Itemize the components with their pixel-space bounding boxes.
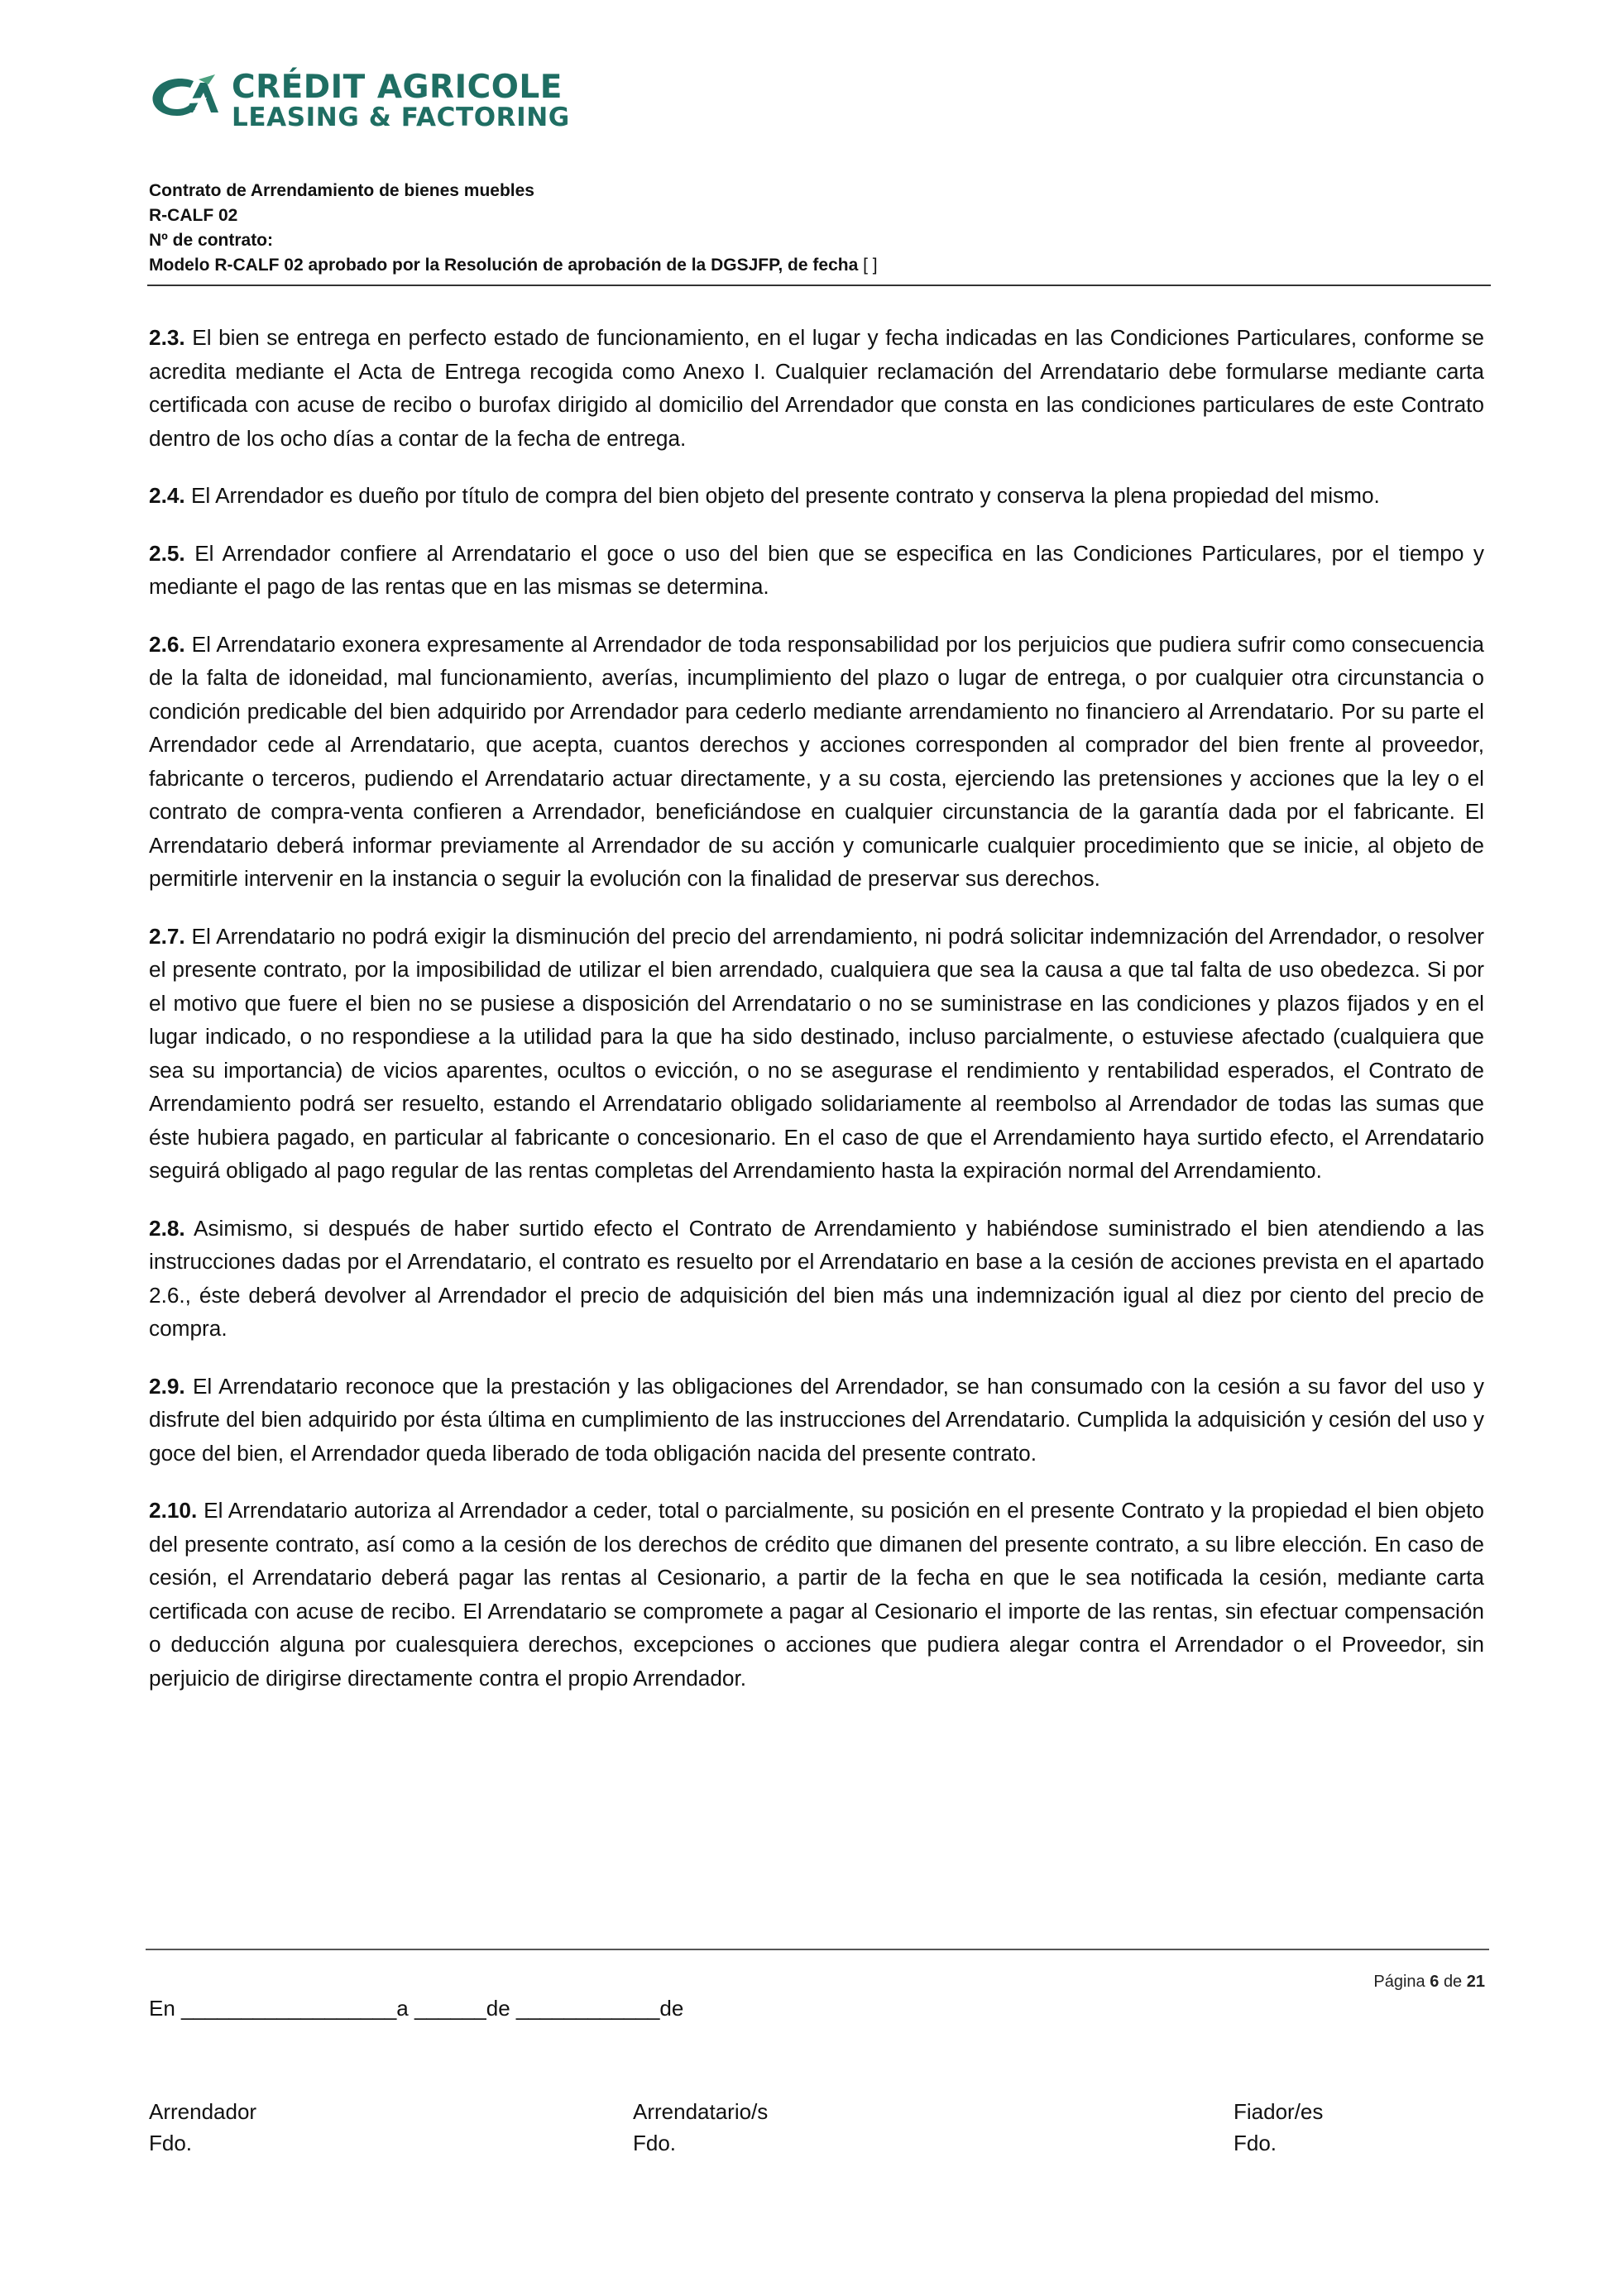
signature-lessee xyxy=(633,2096,768,2159)
clause-text: El Arrendatario no podrá exigir la disminución del precio del arrendamiento, ni podrá solicitar indemnización del Arrendador, o resolver el presente contrato, por la imposibilidad de utilizar el bien arrendado, cualquiera que sea la causa a que tal falta de uso obedezca. Si por el motivo que fuere el bien no se pusiese a disposición del Arrendatario o no se suministrase en las condiciones y plazos fijados y en el lugar indicado, o no respondiese a la utilidad para la que ha sido destinado, incluso parcialmente, o estuviese afectado (cualquiera que sea su importancia) de vicios aparentes, ocultos o evicción, o no se asegurase el rendimiento y rentabilidad esperados, el Contrato de Arrendamiento podrá ser resuelto, estando el Arrendatario obligado solidariamente al reembolso al Arrendador de todas las sumas que éste hubiera pagado, en particular al fabricante o concesionario. En el caso de que el Arrendamiento haya surtido efecto, el Arrendatario seguirá obligado al pago regular de las rentas completas del Arrendamiento hasta la expiración normal del Arrendamiento. xyxy=(149,923,1484,1183)
clause-2-8 xyxy=(149,1212,1484,1346)
clause-text: El bien se entrega en perfecto estado de funcionamiento, en el lugar y fecha indicadas en las Condiciones Particulares, conforme se acredita mediante el Acta de Entrega recogida como Anexo I. Cualquier reclamación del Arrendatario debe formularse mediante carta certificada con acuse de recibo o burofax dirigido al domicilio del Arrendador que consta en las condiciones particulares de este Contrato dentro de los ocho días a contar de la fecha de entrega. xyxy=(149,325,1484,451)
document-header xyxy=(149,179,1489,278)
clause-number: 2.3. xyxy=(149,325,185,350)
signature-role: Arrendatario/s xyxy=(633,2099,769,2124)
clause-2-9 xyxy=(149,1370,1484,1471)
contract-number-label: Nº de contrato: xyxy=(149,231,274,250)
company-logo xyxy=(149,69,612,136)
model-approval-line xyxy=(149,253,1489,278)
clause-number: 2.5. xyxy=(149,540,185,566)
footer-divider xyxy=(146,1949,1489,1950)
clause-number: 2.4. xyxy=(149,483,185,508)
page-label: Página xyxy=(1373,1973,1425,1991)
document-code: R-CALF 02 xyxy=(149,206,238,225)
signature-guarantor xyxy=(1234,2096,1323,2159)
brand-subname: LEASING & FACTORING xyxy=(232,103,570,132)
clause-2-6 xyxy=(149,628,1484,896)
page-number xyxy=(1373,1973,1485,1992)
page-total: 21 xyxy=(1466,1973,1485,1991)
clause-number: 2.10. xyxy=(149,1498,198,1523)
signature-role: Fiador/es xyxy=(1234,2099,1324,2124)
signature-role: Arrendador xyxy=(149,2099,257,2124)
clause-text: El Arrendador es dueño por título de compra del bien objeto del presente contrato y conserva la plena propiedad del mismo. xyxy=(190,483,1380,508)
header-divider xyxy=(147,285,1491,286)
place-date-line: En __________________a ______de ____________de xyxy=(149,1996,684,2021)
contract-body xyxy=(149,321,1484,1719)
clause-2-4 xyxy=(149,479,1484,513)
clause-text: El Arrendatario reconoce que la prestación y las obligaciones del Arrendador, se han consumado con la cesión a su favor del uso y disfrute del bien adquirido por ésta última en cumplimiento de las instrucciones del Arrendatario. Cumplida la adquisición y cesión del uso y goce del bien, el Arrendador queda liberado de toda obligación nacida del presente contrato. xyxy=(149,1373,1484,1466)
clause-text: El Arrendatario exonera expresamente al Arrendador de toda responsabilidad por los perjuicios que pudiera sufrir como consecuencia de la falta de idoneidad, mal funcionamiento, averías, incumplimiento del plazo o lugar de entrega, o por cualquier otra circunstancia o condición predicable del bien adquirido por Arrendador para cederlo mediante arrendamiento no financiero al Arrendatario. Por su parte el Arrendador cede al Arrendatario, que acepta, cuantos derechos y acciones corresponden al comprador del bien frente al proveedor, fabricante o terceros, pudiendo el Arrendatario actuar directamente, y a su costa, ejerciendo las pretensiones y acciones que la ley o el contrato de compra-venta confieren a Arrendador, beneficiándose en cualquier circunstancia de la garantía dada por el fabricante. El Arrendatario deberá informar previamente al Arrendador de su acción y comunicarle cualquier procedimiento que se inicie, al objeto de permitirle intervenir en la instancia o seguir la evolución con la finalidad de preservar sus derechos. xyxy=(149,631,1484,891)
signature-signed: Fdo. xyxy=(1234,2131,1277,2155)
page-of: de xyxy=(1443,1973,1463,1991)
brand-name: CRÉDIT AGRICOLE xyxy=(232,69,563,106)
clause-number: 2.7. xyxy=(149,923,185,949)
clause-2-10 xyxy=(149,1494,1484,1695)
page-current: 6 xyxy=(1430,1973,1440,1991)
model-approval-text: Modelo R-CALF 02 aprobado por la Resolución de aprobación de la DGSJFP, de fecha xyxy=(149,256,859,275)
signature-signed: Fdo. xyxy=(633,2131,677,2155)
signature-signed: Fdo. xyxy=(149,2131,193,2155)
clause-text: El Arrendador confiere al Arrendatario el goce o uso del bien que se especifica en las Condiciones Particulares, por el tiempo y mediante el pago de las rentas que en las mismas se determina. xyxy=(149,540,1484,599)
clause-2-5 xyxy=(149,537,1484,604)
credit-agricole-logo-icon xyxy=(149,74,220,124)
clause-number: 2.8. xyxy=(149,1215,185,1241)
signature-lessor xyxy=(149,2096,256,2159)
clause-number: 2.9. xyxy=(149,1373,185,1399)
document-title: Contrato de Arrendamiento de bienes muebles xyxy=(149,181,534,200)
clause-text: El Arrendatario autoriza al Arrendador a ceder, total o parcialmente, su posición en el presente Contrato y la propiedad el bien objeto del presente contrato, así como a la cesión de los derechos de crédito que dimanen del presente contrato, a su libre elección. En caso de cesión, el Arrendatario deberá pagar las rentas al Cesionario, a partir de la fecha en que le sea notificada la cesión, mediante carta certificada con acuse de recibo. El Arrendatario se compromete a pagar al Cesionario el importe de las rentas, sin efectuar compensación o deducción alguna por cualesquiera derechos, excepciones o acciones que pudiera alegar contra el Arrendador o el Proveedor, sin perjuicio de dirigirse directamente contra el propio Arrendador. xyxy=(149,1498,1484,1691)
clause-number: 2.6. xyxy=(149,631,185,657)
clause-text: Asimismo, si después de haber surtido efecto el Contrato de Arrendamiento y habiéndose suministrado el bien atendiendo a las instrucciones dadas por el Arrendatario, el contrato es resuelto por el Arrendatario en base a la cesión de acciones prevista en el apartado 2.6., éste deberá devolver al Arrendador el precio de adquisición del bien más una indemnización igual al diez por ciento del precio de compra. xyxy=(149,1215,1484,1341)
clause-2-7 xyxy=(149,920,1484,1188)
model-approval-date-placeholder: [ ] xyxy=(863,256,878,275)
clause-2-3 xyxy=(149,321,1484,455)
